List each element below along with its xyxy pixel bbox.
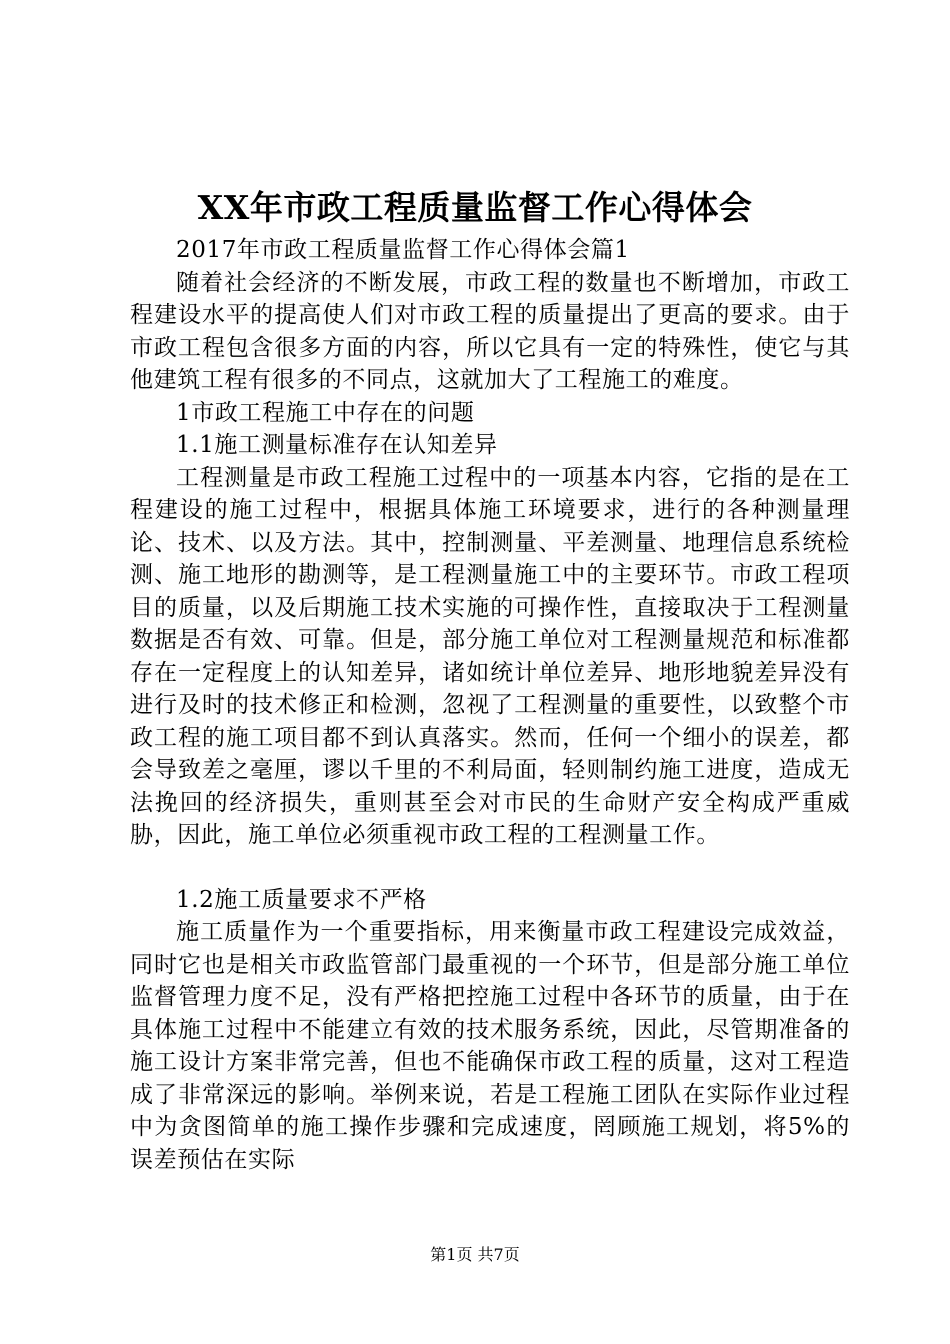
subsection-heading: 1.1施工测量标准存在认知差异 (176, 432, 498, 458)
paragraph-gap (130, 852, 850, 884)
document-title: XX年市政工程质量监督工作心得体会 (197, 188, 753, 227)
section-heading: 2017年市政工程质量监督工作心得体会篇1 (176, 237, 630, 263)
page-number-footer: 第1页 共7页 (430, 1245, 520, 1264)
body-paragraph: 随着社会经济的不断发展，市政工程的数量也不断增加，市政工程建设水平的提高使人们对市政工程的质量提出了更高的要求。由于市政工程包含很多方面的内容，所以它具有一定的特殊性，使它与其他建筑工程有很多的不同点，这就加大了工程施工的难度。 (130, 269, 850, 393)
subsection-heading: 1.2施工质量要求不严格 (176, 886, 427, 913)
body-paragraph: 施工质量作为一个重要指标，用来衡量市政工程建设完成效益，同时它也是相关市政监管部门最重视的一个环节，但是部分施工单位监督管理力度不足，没有严格把控施工过程中各环节的质量，由于在具体施工过程中不能建立有效的技术服务系统，因此，尽管期准备的施工设计方案非常完善，但也不能确保市政工程的质量，这对工程造成了非常深远的影响。举例来说，若是工程施工团队在实际作业过程中为贪图简单的施工操作步骤和完成速度，罔顾施工规划，将5%的误差预估在实际 (130, 919, 850, 1173)
body-paragraph: 工程测量是市政工程施工过程中的一项基本内容，它指的是在工程建设的施工过程中，根据具体施工环境要求，进行的各种测量理论、技术、以及方法。其中，控制测量、平差测量、地理信息系统检测、施工地形的勘测等，是工程测量施工中的主要环节。市政工程项目的质量，以及后期施工技术实施的可操作性，直接取决于工程测量数据是否有效、可靠。但是，部分施工单位对工程测量规范和标准都存在一定程度上的认知差异，诸如统计单位差异、地形地貌差异没有进行及时的技术修正和检测，忽视了工程测量的重要性，以致整个市政工程的施工项目都不到认真落实。然而，任何一个细小的误差，都会导致差之毫厘，谬以千里的不利局面，轻则制约施工进度，造成无法挽回的经济损失，重则甚至会对市民的生命财产安全构成严重威胁，因此，施工单位必须重视市政工程的工程测量工作。 (130, 464, 850, 848)
document-body (130, 234, 850, 1176)
section-heading: 1市政工程施工中存在的问题 (176, 399, 475, 426)
